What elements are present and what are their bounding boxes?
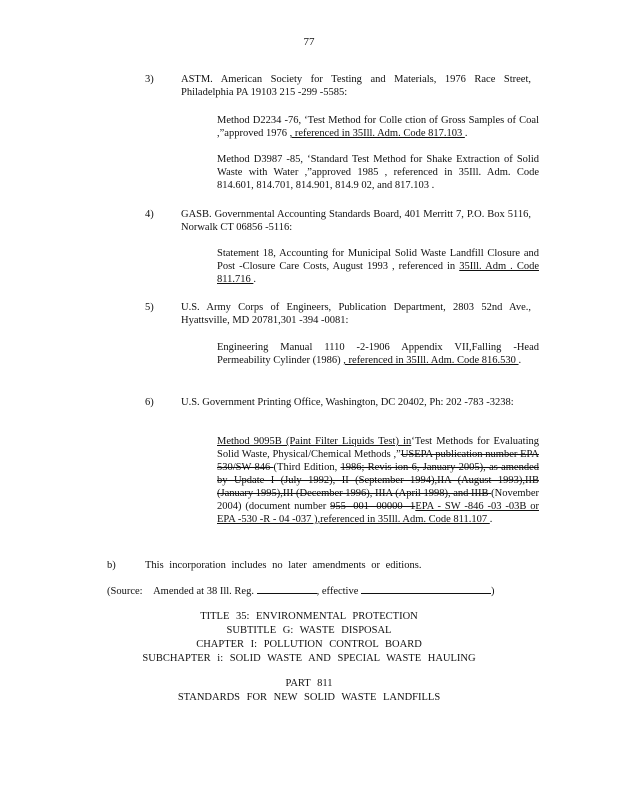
item-heading: GASB. Governmental Accounting Standards Board, 401 Merritt 7, P.O. Box 5116, Norwalk CT 06856 -5116:: [181, 209, 531, 233]
item-heading: U.S. Government Printing Office, Washington, DC 20402, Ph: 202 -783 -3238:: [181, 397, 514, 408]
item-letter: b): [107, 560, 116, 571]
part-number: PART 811: [285, 678, 333, 689]
item-number: 3): [145, 74, 154, 85]
subchapter-line: SUBCHAPTER i: SOLID WASTE AND SPECIAL WASTE HAULING: [142, 653, 476, 664]
item-number: 6): [145, 397, 154, 408]
part-title: STANDARDS FOR NEW SOLID WASTE LANDFILLS: [177, 692, 441, 703]
item-heading: U.S. Army Corps of Engineers, Publication Department, 2803 52nd Ave., Hyattsville, MD 20781,301 -394 -0081:: [181, 302, 531, 326]
register-blank: [257, 583, 317, 594]
method-paragraph: Method D3987 -85, ‘Standard Test Method for Shake Extraction of Solid Waste with Water ,”approved 1985 , referenced in 35Ill. Adm. Code 814.601, 814.701, 814.901, 814.9 02, and 817.103 .: [217, 154, 539, 191]
chapter-line: CHAPTER I: POLLUTION CONTROL BOARD: [196, 639, 422, 650]
page-number: 77: [303, 36, 315, 48]
method-paragraph: Method 9095B (Paint Filter Liquids Test) in‘Test Methods for Evaluating Solid Waste, Physical/Chemical Methods ,”USEPA publication number EPA 530/SW 846 (Third Edition, 1986; Revis ion 6, January 2005), as amended by Update I (July 1992), II (September 1994),IIA (August 1993),IIB (January 1995),III (December 1996), IIIA (April 1998), and IIIB (November 2004) (document number 955 -001 -00000 -1EPA - SW -846 -03 -03B or EPA -530 -R - 04 -037 ),referenced in 35Ill. Adm. Code 811.107 .: [217, 436, 539, 525]
source-line: (Source: Amended at 38 Ill. Reg. , effective ): [107, 583, 495, 597]
title-line: TITLE 35: ENVIRONMENTAL PROTECTION: [200, 611, 418, 622]
item-number: 4): [145, 209, 154, 220]
method-paragraph: Statement 18, Accounting for Municipal Solid Waste Landfill Closure and Post -Closure Care Costs, August 1993 , referenced in 35Ill. Adm . Code 811.716 .: [217, 248, 539, 285]
item-number: 5): [145, 302, 154, 313]
item-heading: ASTM. American Society for Testing and Materials, 1976 Race Street, Philadelphia PA 19103 215 -299 -5585:: [181, 74, 531, 98]
item-b-text: This incorporation includes no later amendments or editions.: [145, 560, 422, 571]
subtitle-line: SUBTITLE G: WASTE DISPOSAL: [226, 625, 392, 636]
effective-date-blank: [361, 583, 491, 594]
method-paragraph: Engineering Manual 1110 -2-1906 Appendix VII,Falling -Head Permeability Cylinder (1986) , referenced in 35Ill. Adm. Code 816.530 .: [217, 342, 539, 366]
method-paragraph: Method D2234 -76, ‘Test Method for Colle ction of Gross Samples of Coal ,”approved 1976 , referenced in 35Ill. Adm. Code 817.103 .: [217, 115, 539, 139]
